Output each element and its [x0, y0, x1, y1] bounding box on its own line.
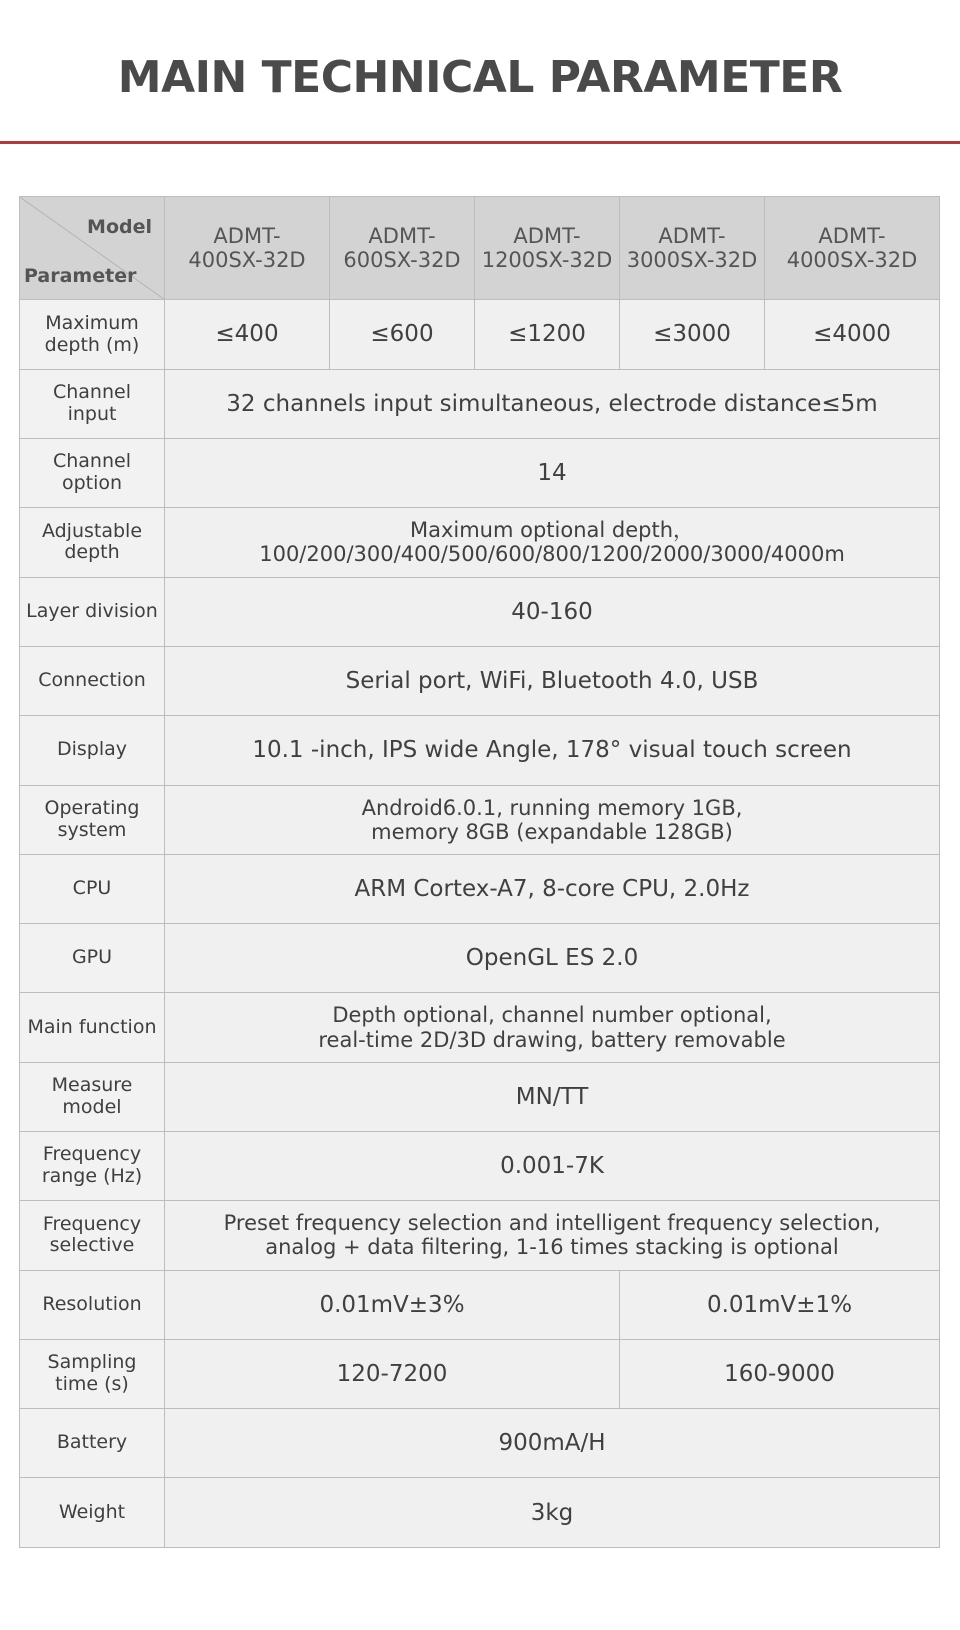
- table-cell: Depth optional, channel number optional, real-time 2D/3D drawing, battery removable: [165, 993, 940, 1062]
- title-divider: [0, 141, 960, 144]
- table-row: [20, 1132, 940, 1201]
- model-column-header: ADMT- 1200SX-32D: [475, 197, 620, 300]
- row-label: GPU: [20, 924, 165, 993]
- row-label: Connection: [20, 646, 165, 715]
- table-cell: ≤600: [330, 300, 475, 369]
- table-row: [20, 646, 940, 715]
- table-cell: MN/TT: [165, 1062, 940, 1131]
- model-column-header: ADMT- 400SX-32D: [165, 197, 330, 300]
- row-label: Display: [20, 716, 165, 785]
- table-row: [20, 1409, 940, 1478]
- table-cell: 0.01mV±3%: [165, 1270, 620, 1339]
- row-label: Channel option: [20, 439, 165, 508]
- table-cell: ≤3000: [620, 300, 765, 369]
- model-column-header: ADMT- 4000SX-32D: [765, 197, 940, 300]
- header-corner-cell: [20, 197, 165, 300]
- table-cell: 160-9000: [620, 1339, 940, 1408]
- table-row: [20, 1201, 940, 1270]
- table-cell: ARM Cortex-A7, 8-core CPU, 2.0Hz: [165, 854, 940, 923]
- table-cell: Maximum optional depth， 100/200/300/400/500/600/800/1200/2000/3000/4000m: [165, 508, 940, 577]
- table-cell: ≤400: [165, 300, 330, 369]
- row-label: Measure model: [20, 1062, 165, 1131]
- table-cell: ≤1200: [475, 300, 620, 369]
- table-header-row: [20, 197, 940, 300]
- table-cell: 120-7200: [165, 1339, 620, 1408]
- table-cell: 32 channels input simultaneous, electrode distance≤5m: [165, 369, 940, 438]
- table-cell: 14: [165, 439, 940, 508]
- table-row: [20, 854, 940, 923]
- row-label: Frequency selective: [20, 1201, 165, 1270]
- table-cell: OpenGL ES 2.0: [165, 924, 940, 993]
- table-row: [20, 924, 940, 993]
- model-column-header: ADMT- 600SX-32D: [330, 197, 475, 300]
- row-label: Adjustable depth: [20, 508, 165, 577]
- table-cell: 10.1 -inch, IPS wide Angle, 178° visual touch screen: [165, 716, 940, 785]
- row-label: Frequency range (Hz): [20, 1132, 165, 1201]
- row-label: Layer division: [20, 577, 165, 646]
- table-cell: 3kg: [165, 1478, 940, 1548]
- table-cell: 0.01mV±1%: [620, 1270, 940, 1339]
- table-row: [20, 508, 940, 577]
- model-column-header: ADMT- 3000SX-32D: [620, 197, 765, 300]
- row-label: Maximum depth (m): [20, 300, 165, 369]
- row-label: Channel input: [20, 369, 165, 438]
- row-label: Main function: [20, 993, 165, 1062]
- row-label: Resolution: [20, 1270, 165, 1339]
- table-row: [20, 300, 940, 369]
- row-label: Weight: [20, 1478, 165, 1548]
- table-cell: Serial port, WiFi, Bluetooth 4.0, USB: [165, 646, 940, 715]
- table-cell: 0.001-7K: [165, 1132, 940, 1201]
- table-row: [20, 785, 940, 854]
- table-cell: 900mA/H: [165, 1409, 940, 1478]
- table-row: [20, 716, 940, 785]
- table-row: [20, 993, 940, 1062]
- row-label: Battery: [20, 1409, 165, 1478]
- table-row: [20, 1062, 940, 1131]
- table-row: [20, 1270, 940, 1339]
- row-label: CPU: [20, 854, 165, 923]
- page-title: MAIN TECHNICAL PARAMETER: [117, 52, 843, 103]
- model-header-label: Model: [87, 216, 152, 238]
- table-row: [20, 577, 940, 646]
- table-cell: Android6.0.1, running memory 1GB, memory 8GB (expandable 128GB): [165, 785, 940, 854]
- parameter-header-label: Parameter: [24, 264, 137, 287]
- table-cell: 40-160: [165, 577, 940, 646]
- row-label: Operating system: [20, 785, 165, 854]
- table-row: [20, 1478, 940, 1548]
- table-row: [20, 369, 940, 438]
- table-cell: Preset frequency selection and intelligent frequency selection, analog + data filtering, 1-16 times stacking is optional: [165, 1201, 940, 1270]
- row-label: Sampling time (s): [20, 1339, 165, 1408]
- table-row: [20, 439, 940, 508]
- table-cell: ≤4000: [765, 300, 940, 369]
- table-row: [20, 1339, 940, 1408]
- spec-table: [19, 196, 940, 1548]
